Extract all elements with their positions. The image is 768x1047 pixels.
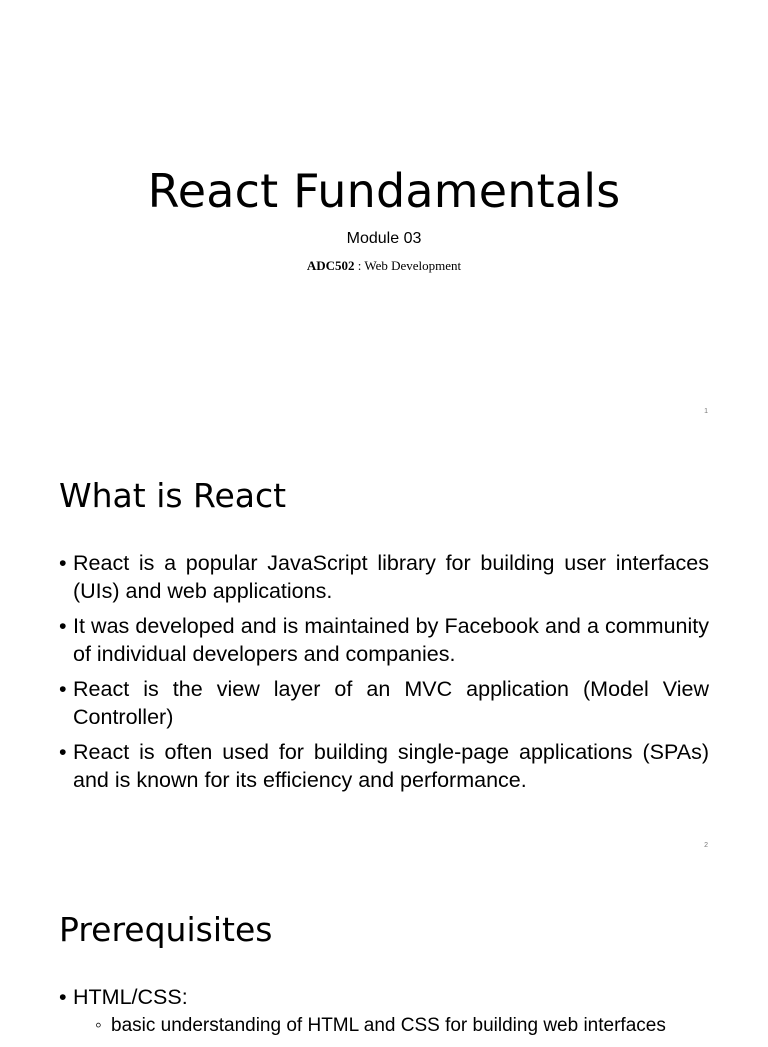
module-subtitle: Module 03 (346, 230, 422, 247)
bullet-text: React is a popular JavaScript library for building user interfaces (UIs) and web applications. (73, 551, 709, 603)
list-item (59, 676, 709, 731)
sub-bullet-icon: ◦ (95, 1014, 102, 1036)
bullet-icon: • (59, 551, 67, 575)
list-item (59, 739, 709, 794)
presentation-title: React Fundamentals (147, 164, 621, 218)
bullet-icon: • (59, 614, 67, 638)
page-number: 1 (704, 408, 708, 415)
list-item (59, 550, 709, 605)
bullet-text: React is the view layer of an MVC application (Model View Controller) (73, 677, 709, 729)
bullet-list (59, 984, 709, 1047)
sub-bullet-text: basic understanding of HTML and CSS for building web interfaces (111, 1014, 666, 1036)
bullet-list (59, 550, 709, 802)
slide-title (0, 0, 768, 434)
slide-heading: Prerequisites (59, 910, 273, 949)
course-name: Web Development (364, 258, 462, 273)
course-separator: : (354, 258, 365, 273)
list-item (59, 613, 709, 668)
bullet-text: It was developed and is maintained by Facebook and a community of individual developers and companies. (73, 614, 709, 666)
slide-what-is-react (0, 434, 768, 868)
slide-prerequisites (0, 868, 768, 1036)
bullet-icon: • (59, 985, 67, 1009)
bullet-icon: • (59, 677, 67, 701)
sub-list-item (73, 1012, 709, 1040)
bullet-icon: • (59, 740, 67, 764)
course-line (0, 257, 768, 275)
bullet-text: React is often used for building single-page applications (SPAs) and is known for its efficiency and performance. (73, 740, 709, 792)
slide-heading: What is React (59, 476, 287, 515)
sub-bullet-list (73, 1012, 709, 1040)
course-code: ADC502 (306, 258, 355, 273)
bullet-text: HTML/CSS: (73, 985, 188, 1009)
page-number: 2 (704, 842, 708, 849)
list-item (59, 984, 709, 1039)
